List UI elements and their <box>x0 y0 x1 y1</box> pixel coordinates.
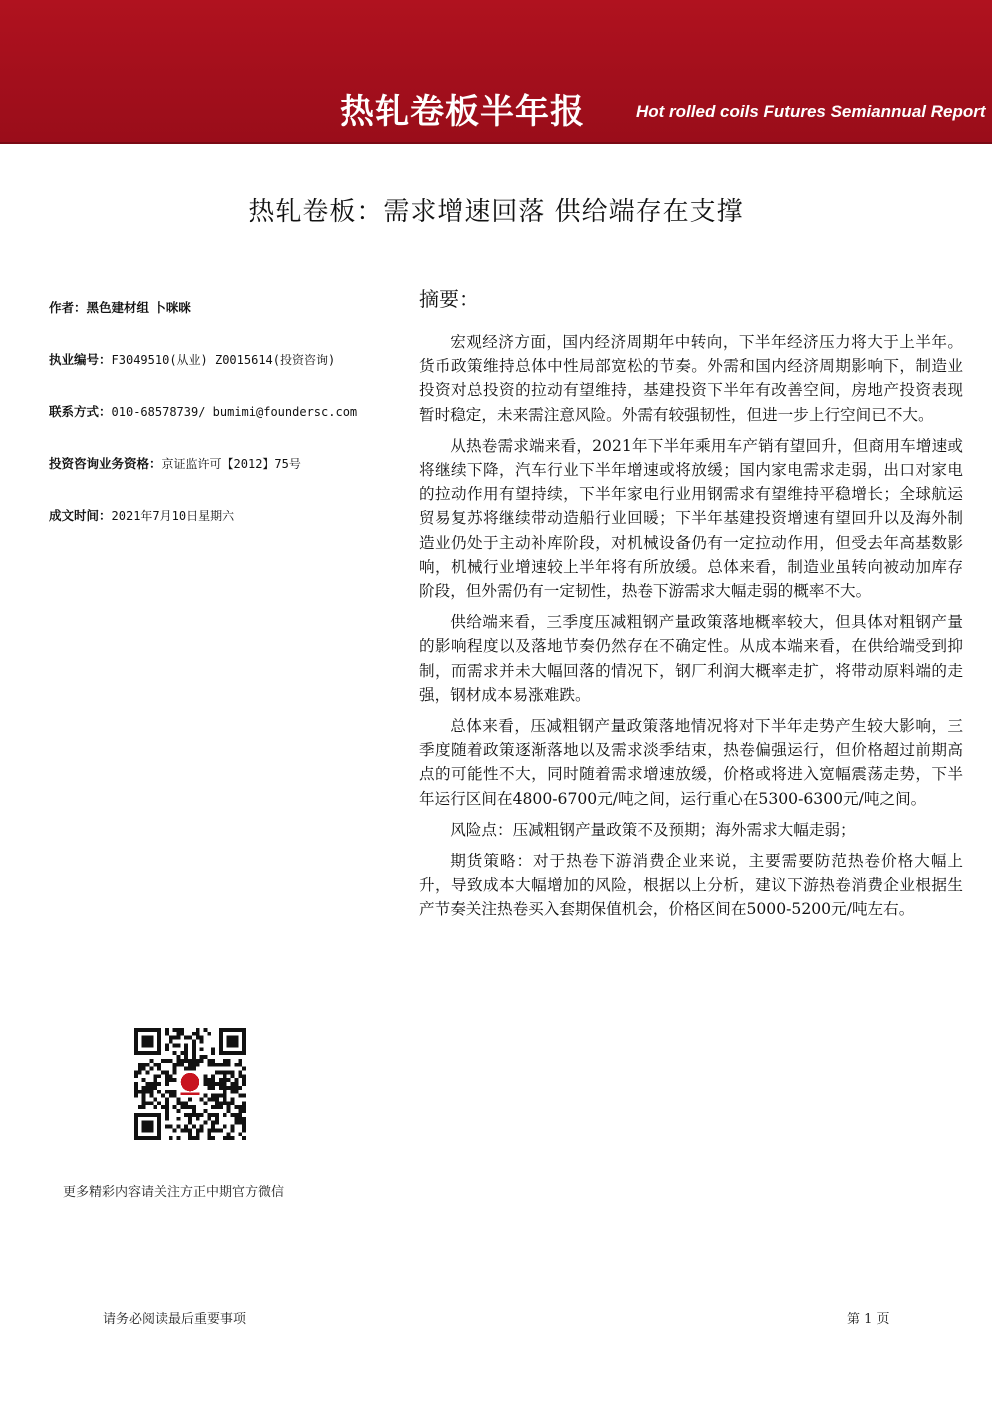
abstract-paragraph-strategy: 期货策略：对于热卷下游消费企业来说，主要需要防范热卷价格大幅上升，导致成本大幅增加的风险，根据以上分析，建议下游热卷消费企业根据生产节奏关注热卷买入套期保值机会，价格区间在5000-5200元/吨左右。 <box>419 852 963 919</box>
meta-contact-label: 联系方式： <box>49 404 112 419</box>
footer-page-number: 第 1 页 <box>847 1312 890 1327</box>
meta-contact-value: 010-68578739/ bumimi@foundersc.com <box>111 405 358 419</box>
wechat-qr-code-icon <box>134 1028 246 1140</box>
meta-license-value: F3049510(从业) Z0015614(投资咨询) <box>111 353 336 367</box>
founder-logo-icon <box>181 1073 200 1092</box>
meta-author-label: 作者： <box>49 300 87 315</box>
abstract-paragraph-summary: 总体来看，压减粗钢产量政策落地情况将对下半年走势产生较大影响，三季度随着政策逐渐落地以及需求淡季结束，热卷偏强运行，但价格超过前期高点的可能性不大，同时随着需求增速放缓，价格或将进入宽幅震荡走势，下半年运行区间在4800-6700元/吨之间，运行重心在5300-6300元/吨之间。 <box>419 717 963 808</box>
meta-date-value: 2021年7月10日星期六 <box>111 509 235 523</box>
footer-disclaimer: 请务必阅读最后重要事项 <box>103 1312 247 1327</box>
meta-date <box>49 506 234 524</box>
meta-qualification-label: 投资咨询业务资格： <box>49 456 162 471</box>
qr-caption: 更多精彩内容请关注方正中期官方微信 <box>63 1185 285 1200</box>
report-title: 热轧卷板：需求增速回落 供给端存在支撑 <box>248 197 744 227</box>
meta-author <box>49 298 191 316</box>
abstract-paragraph-demand: 从热卷需求端来看，2021年下半年乘用车产销有望回升，但商用车增速或将继续下降，汽车行业下半年增速或将放缓；国内家电需求走弱，出口对家电的拉动作用有望持续，下半年家电行业用钢需求有望维持平稳增长；全球航运贸易复苏将继续带动造船行业回暖；下半年基建投资增速有望回升以及海外制造业仍处于主动补库阶段，对机械设备仍有一定拉动作用，但受去年高基数影响，机械行业增速较上半年将有所放缓。总体来看，制造业虽转向被动加库存阶段，但外需仍有一定韧性，热卷下游需求大幅走弱的概率不大。 <box>419 436 963 601</box>
meta-qualification-value: 京证监许可【2012】75号 <box>161 457 301 471</box>
meta-author-value: 黑色建材组 卜咪咪 <box>86 300 191 315</box>
meta-qualification <box>49 454 301 472</box>
meta-contact <box>49 402 357 420</box>
abstract-body <box>419 330 963 929</box>
meta-license-label: 执业编号： <box>49 352 112 367</box>
banner-title-en: Hot rolled coils Futures Semiannual Report <box>636 102 986 121</box>
meta-date-label: 成文时间： <box>49 508 112 523</box>
abstract-paragraph-macro: 宏观经济方面，国内经济周期年中转向，下半年经济压力将大于上半年。货币政策维持总体中性局部宽松的节奏。外需和国内经济周期影响下，制造业投资对总投资的拉动有望维持，基建投资下半年有改善空间，房地产投资表现暂时稳定，未来需注意风险。外需有较强韧性，但进一步上行空间已不大。 <box>419 333 963 424</box>
abstract-heading: 摘要： <box>419 287 479 311</box>
banner-title-cn: 热轧卷板半年报 <box>340 92 585 132</box>
header-divider <box>0 142 992 144</box>
meta-license <box>49 350 335 368</box>
abstract-paragraph-supply: 供给端来看，三季度压减粗钢产量政策落地概率较大，但具体对粗钢产量的影响程度以及落地节奏仍然存在不确定性。从成本端来看，在供给端受到抑制，而需求并未大幅回落的情况下，钢厂利润大概率走扩，将带动原料端的走强，钢材成本易涨难跌。 <box>419 613 963 704</box>
abstract-paragraph-risk: 风险点：压减粗钢产量政策不及预期；海外需求大幅走弱； <box>450 820 856 839</box>
